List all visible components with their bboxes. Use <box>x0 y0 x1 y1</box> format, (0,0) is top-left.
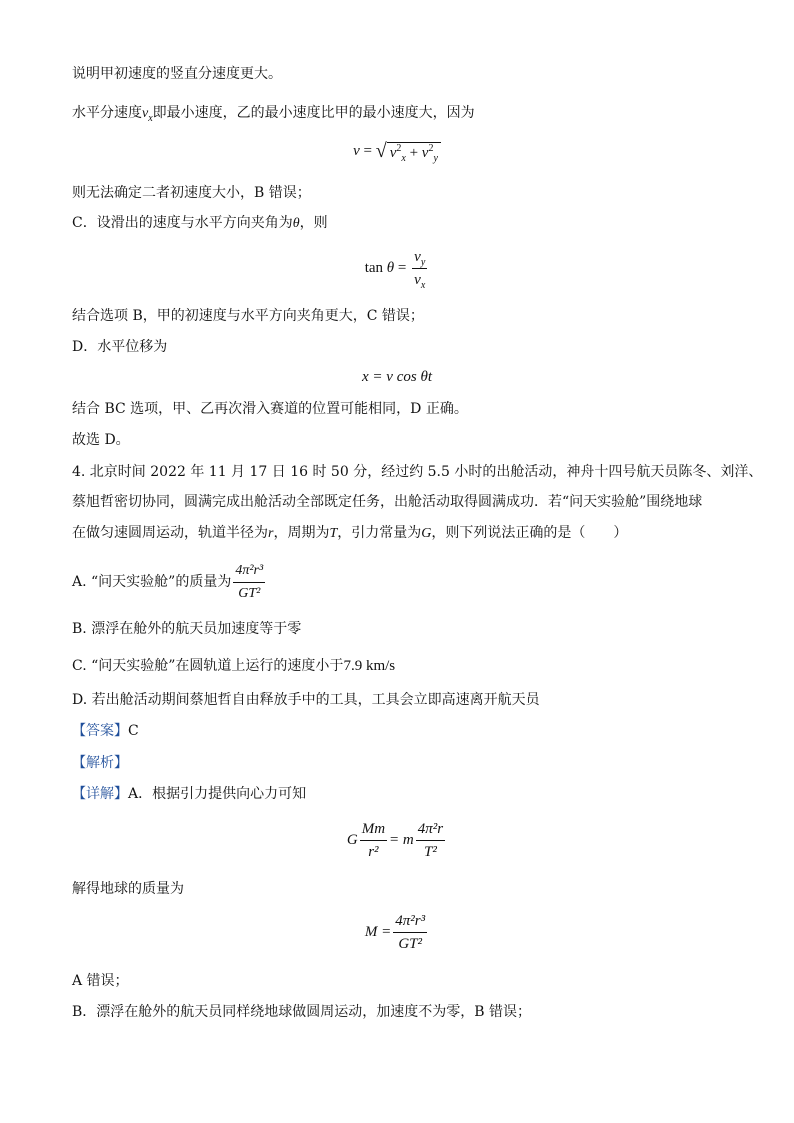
formula-operator: = <box>363 142 372 159</box>
sqrt-expression <box>376 140 441 163</box>
text-segment: 水平分速度 <box>72 105 142 121</box>
question-4-line: 蔡旭哲密切协同，圆满完成出舱活动全部既定任务，出舱活动取得圆满成功．若“问天实验舱”围绕地球 <box>72 494 703 510</box>
text-line: 解得地球的质量为 <box>72 881 184 897</box>
symbol-G: G <box>421 526 432 541</box>
text-segment: ，周期为 <box>273 525 330 541</box>
text-line: A 错误； <box>72 973 129 989</box>
symbol-T: T <box>329 526 338 541</box>
fraction-denominator: T² <box>424 844 437 860</box>
formula-symbol: G <box>346 831 358 848</box>
text-line: B．漂浮在舱外的航天员同样绕地球做圆周运动，加速度不为零，B 错误； <box>72 1004 532 1020</box>
fraction-numerator: 4π²r³ <box>233 562 265 583</box>
option-d: D. 若出舱活动期间蔡旭哲自由释放手中的工具，工具会立即高速离开航天员 <box>72 692 540 708</box>
formula-symbol: θ <box>386 259 395 276</box>
formula-displacement: x = v cos θt <box>362 369 432 385</box>
radical-icon: √ <box>375 140 387 162</box>
formula-sup: 2 <box>428 142 434 154</box>
fraction <box>393 912 427 953</box>
formula-sup: 2 <box>396 142 402 154</box>
formula-symbol: v <box>421 144 429 161</box>
text-segment: 即最小速度，乙的最小速度比甲的最小速度大，因为 <box>152 105 475 121</box>
option-c <box>72 656 395 676</box>
formula-lhs: M = <box>364 923 392 940</box>
option-text: A. “问天实验舱”的质量为 <box>72 574 232 590</box>
symbol-sub-x: x <box>148 112 153 124</box>
question-4-line: 4. 北京时间 2022 年 11 月 17 日 16 时 50 分，经过约 5.5 小时的出舱活动，神舟十四号航天员陈冬、刘洋、 <box>72 464 763 480</box>
text-segment: C．设滑出的速度与水平方向夹角为 <box>72 215 293 231</box>
fraction-numerator: Mm <box>360 820 387 841</box>
symbol-v: v <box>142 106 149 121</box>
text-line <box>72 213 328 234</box>
option-b: B. 漂浮在舱外的航天员加速度等于零 <box>72 621 302 637</box>
text-line <box>72 103 475 124</box>
detail-text: A．根据引力提供向心力可知 <box>128 786 307 802</box>
option-text: C. “问天实验舱”在圆轨道上运行的速度小于 <box>72 658 344 674</box>
formula-sub: x <box>420 280 426 291</box>
formula-speed <box>0 140 794 163</box>
text-line: 结合 BC 选项，甲、乙再次滑入赛道的位置可能相同，D 正确。 <box>72 401 468 417</box>
formula-operator: + <box>409 144 419 161</box>
text-line: 说明甲初速度的竖直分速度更大。 <box>72 66 282 82</box>
text-segment: ，引力常量为 <box>337 525 422 541</box>
fraction <box>233 562 265 603</box>
analysis-label <box>72 753 128 773</box>
fraction-denominator: r² <box>368 844 379 860</box>
formula-earth-mass <box>0 912 794 953</box>
formula-tan <box>0 248 794 289</box>
fraction-denominator: GT² <box>238 585 261 601</box>
text-segment: ，则下列说法正确的是（ ） <box>431 525 628 541</box>
formula-sub: y <box>433 152 438 164</box>
text-segment: 在做匀速圆周运动，轨道半径为 <box>72 525 268 541</box>
fraction-numerator: 4π²r <box>416 820 445 841</box>
symbol-r: r <box>268 526 274 541</box>
answer-label: 【答案】 <box>72 723 128 739</box>
fraction-denominator: v <box>414 272 421 288</box>
text-line: 故选 D。 <box>72 432 130 448</box>
detail-label: 【详解】 <box>72 786 128 802</box>
formula-operator: = m <box>389 831 414 848</box>
detail-line <box>72 784 306 804</box>
answer-line <box>72 721 139 741</box>
formula-gravity <box>0 820 794 861</box>
text-segment: ，则 <box>299 215 328 231</box>
analysis-heading: 【解析】 <box>72 755 128 771</box>
option-a <box>72 560 267 604</box>
formula-symbol: v <box>353 142 360 159</box>
formula-operator: = <box>397 259 407 276</box>
answer-value: C <box>128 723 139 739</box>
formula-sub: x <box>401 152 406 164</box>
fraction-denominator: GT² <box>398 936 423 952</box>
symbol-theta: θ <box>292 216 300 231</box>
formula-symbol: v <box>389 144 397 161</box>
text-line: D．水平位移为 <box>72 339 168 355</box>
fraction-numerator: 4π²r³ <box>393 912 427 933</box>
fraction <box>416 820 445 861</box>
formula-function: tan <box>364 259 384 276</box>
question-4-line <box>72 523 627 544</box>
text-line: 则无法确定二者初速度大小，B 错误； <box>72 185 311 201</box>
speed-value: 7.9 km/s <box>343 658 396 674</box>
text-line: 结合选项 B，甲的初速度与水平方向夹角更大，C 错误； <box>72 308 424 324</box>
formula-sub: y <box>420 257 426 268</box>
fraction <box>412 248 427 289</box>
fraction-numerator: v <box>414 249 421 265</box>
fraction <box>360 820 387 861</box>
